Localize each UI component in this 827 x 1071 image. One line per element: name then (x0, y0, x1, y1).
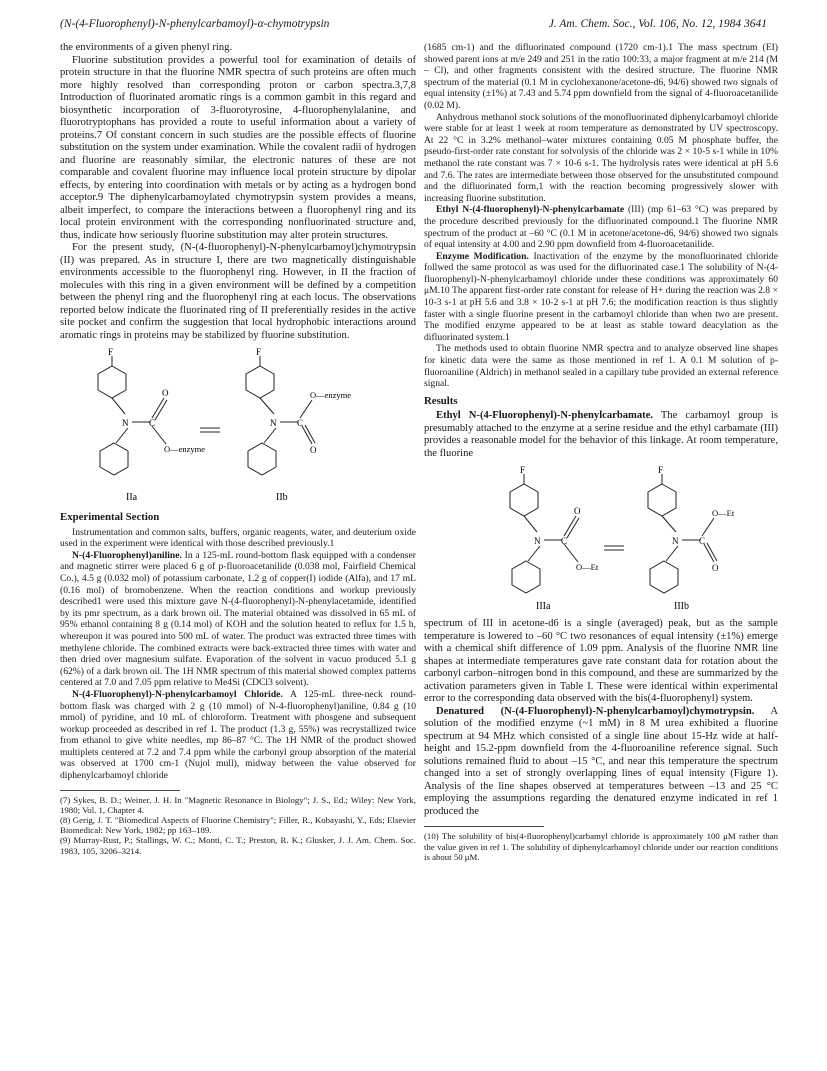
enzyme-label: O—enzyme (310, 390, 352, 400)
footnote: (9) Murray-Rust, P.; Stallings, W. C.; Monti, C. T.; Preston, R. K.; Glusker, J. J. Am. Chem. Soc. 1983, 105, 3206–3214. (60, 835, 416, 856)
oxygen-label: O (310, 445, 317, 455)
nitrogen-label: N (534, 536, 541, 547)
paragraph (60, 689, 416, 782)
structure-figure-III (424, 466, 778, 614)
paragraph: Fluorine substitution provides a powerful tool for examination of details of protein structure in that the fluorine NMR spectra of such proteins are often much more highly resolved than corresponding proton or carbon spectra.3,7,8 Introduction of fluorinated aromatic rings is a common gambit in this regard and biosynthetic incorporation of 3-fluorotyrosine, 4-fluorophenylalanine, and fluorotryptophans has provided a route to useful information about a variety of proteins.7 Of constant concern in such studies are the possible effects of fluorine substitution on the system under examination. While the covalent radii of hydrogen and fluorine are reasonably similar, the electronic natures of these are not comparable and covalent fluorine may influence local protein structure by dipolar effects, by entering into coordination with metals or by acting as a hydrogen bond acceptor.9 The diphenylcarbamoylated chymotrypsin system provides a means, albeit imperfect, to compare the interactions between a fluorophenyl ring and its local protein environment with the corresponding nonfluorinated structure and, thus, indicate how seriously fluorine substitution may alter protein structures. (60, 54, 416, 241)
paragraph (424, 204, 778, 250)
oxygen-label: O (162, 388, 169, 398)
oxygen-label: O (574, 506, 581, 517)
ethoxy-label: O—Et (712, 508, 735, 519)
oxygen-label: O (712, 563, 719, 574)
structure-label-IIIb: IIIb (674, 601, 689, 613)
fluorine-label: F (108, 348, 114, 357)
structure-label-IIa: IIa (126, 492, 138, 503)
carbon-label: C (149, 418, 156, 428)
paragraph: (1685 cm-1) and the difluorinated compound (1720 cm-1).1 The mass spectrum (EI) showed parent ions at m/e 249 and 251 in the ratio 100:33, a major fragment at m/e 214 (M – Cl), and other fragments consistent with the desired structure. The fluorine NMR spectrum of the material (0.1 M in cyclohexanone/acetone-d6, 94/6) showed two signals of equal intensity (±1%) at 7.43 and 5.74 ppm downfield from the signal of 4-fluoroacetanilide (0.02 M). (424, 42, 779, 111)
paragraph-text: Inactivation of the enzyme by the monofluorinated chloride follwed the same protocol as was used for the difluorinated case.1 The solubility of N-(4-fluorophenyl)-N-phenylcarbamoyl chloride under these conditions was approximately 60 μM.10 The apparent first-order rate constant for release of H+ during the reaction was 2.8 × 10-3 s-1 at pH 5.6 and 3.8 × 10-2 s-1 at pH 7.6; the modification reaction is thus slightly faster with a single fluorine present in the carbamoyl chloride than when two are present. The modified enzyme appeared to be at least as stable toward deacylation as the difluorinated system.1 (424, 250, 778, 343)
footnote-rule (424, 826, 544, 827)
structure-label-IIb: IIb (276, 492, 288, 503)
structure-label-IIIa: IIIa (536, 601, 551, 613)
paragraph: Anhydrous methanol stock solutions of the monofluorinated diphenylcarbamoyl chloride were stable for at least 1 week at room temperature as demonstrated by UV spectroscopy. At 22 °C in 3.2% methanol–water mixtures containing 0.05 M phosphate buffer, the pseudo-first-order rate constant for solvolysis of the chloride was 2 × 10-5 s-1 while in 10% methanol the rate constant was 7 × 10-6 s-1. The hydrolysis rates were identical at pH 5.6 and 7.6. The rates are intermediate between those observed for the unsubstituted compound and the difluorinated form,1 with the reaction becoming progressively slower with increasing fluorine substitution. (424, 111, 778, 204)
paragraph-text: In a 125-mL round-bottom flask equipped with a condenser and magnetic stirrer were placed 6 g of p-fluoroacetanilide (0.038 mol, Fairfield Chemical Co.), 4.5 g (0.032 mol) of potassium carbonate, 1.2 g of copper(I) iodide (Alfa), and 17 mL (0.16 mol) of bromobenzene. When the reaction conditions and workup previously described1 were used this mixture gave N-(4-fluorophenyl)-N-phenylacetamide, identified by its pmr spectrum, as a dark brown oil. The material obtained was dissolved in 65 mL of 95% ethanol containing 8 g (0.14 mol) of KOH and the solution heated to reflux for 1.5 h, whereupon it was poured into 500 mL of water. The product was extracted three times with methylene chloride. The combined extracts were back-extracted three times with water and then dried over magnesium sulfate. Evaporation of the solvent in vacuo produced 5.1 g (62%) of a dark brown oil. The 1H NMR spectrum of this material showed complex patterns centered at 7.0 and 7.05 ppm relative to Me4Si (CDCl3 solvent). (60, 549, 416, 689)
paragraph-text: A solution of the modified enzyme (~1 mM) in 8 M urea exhibited a fluorine spectrum at 94 MHz which consisted of a single line about 15-Hz wide at half-height and 15.2-ppm downfield from the 4-fluoroaniline reference signal. Such solutions remained fluid to about –15 °C, and near this temperature the spectrum changed into a set of strongly overlapping lines of equal intensity (Figure 1). Analysis of the line shapes observed at temperatures between –13 and 25 °C employing the assumptions regarding the denatured enzyme indicated in ref 1 produced the (424, 705, 778, 817)
left-column (60, 42, 416, 856)
fluorine-label: F (658, 466, 664, 476)
nitrogen-label: N (270, 418, 277, 428)
enzyme-label: O—enzyme (164, 444, 206, 454)
subheading: Denatured (N-(4-Fluorophenyl)-N-phenylcarbamoyl)chymotrypsin. (436, 705, 755, 717)
section-heading: Experimental Section (60, 511, 160, 523)
footnote: (8) Gerig, J. T. "Biomedical Aspects of Fluorine Chemistry"; Filler, R., Kobayashi, Y., Eds; Elsevier Biomedical: New York, 1982; pp 163–189. (60, 815, 416, 836)
nitrogen-label: N (122, 418, 129, 428)
carbon-label: C (297, 418, 304, 428)
paragraph: the environments of a given phenyl ring. (60, 42, 233, 53)
paragraph (424, 410, 778, 460)
subheading: N-(4-Fluorophenyl)-N-phenylcarbamoyl Chloride. (72, 688, 283, 700)
carbon-label: C (699, 536, 706, 547)
ethoxy-label: O—Et (576, 562, 599, 573)
footnote: (10) The solubility of bis(4-fluorophenyl)carbamyl chloride is approximately 100 μM rather than the value given in ref 1. The solubility of diphenylcarbamoyl chloride under our reaction conditions is about 50 μM. (424, 831, 778, 862)
carbon-label: C (561, 536, 568, 547)
footnote-rule (60, 790, 180, 791)
subheading: Enzyme Modification. (436, 250, 529, 262)
subheading: Ethyl N-(4-Fluorophenyl)-N-phenylcarbamate. (436, 410, 654, 422)
paragraph (60, 550, 416, 689)
paragraph-text: A 125-mL three-neck round-bottom flask was charged with 2 g (10 mmol) of N-4-fluorophenyl)aniline, 0.84 g (10 mmol) of pyridine, and 10 mL of chloroform. Treatment with phosgene and subsequent workup proceeded as described in ref 1. The product (1.3 g, 55%) was recrystallized twice from ethanol to give white needles, mp 86–87 °C. The 1H NMR of the product showed multiplets centered at 7.2 and 7.4 ppm while the carbonyl group absorption of the material was observed at 1700 cm-1 (Nujol mull), midway between the value observed for diphenylcarbamoyl chloride (60, 688, 416, 782)
fluorine-label: F (520, 466, 526, 476)
paragraph (424, 706, 778, 819)
header-title: (N-(4-Fluorophenyl)-N-phenylcarbamoyl)-α-chymotrypsin (60, 18, 330, 30)
paragraph: For the present study, (N-(4-fluorophenyl)-N-phenylcarbamoyl)chymotrypsin (II) was prepared. As in structure I, there are two magnetically distinguishable environments accessible to the fluorophenyl ring. However, in II the fraction of molecules with this ring in a given environment will be defined by a competition between the phenyl ring and the fluorophenyl ring at each locus. The observations reported below indicate the fluorinated ring of II preferentially resides in the active site pocket and confirm the suggestion that local hydrophobic interactions around aromatic rings in proteins may be stabilized by fluorine substitution. (60, 242, 416, 341)
right-column (424, 42, 778, 862)
footnote: (7) Sykes, B. D.; Weiner, J. H. In "Magnetic Resonance in Biology"; J. S., Ed.; Wiley: New York, 1980; Vol. 1, Chapter 4. (60, 794, 416, 815)
paragraph-text: The carbamoyl group is presumably attached to the enzyme at a serine residue and the ethyl carbamate (III) provides a reasonable model for the behavior of this linkage. At room temperature, the fluorine (424, 410, 778, 459)
paragraph: The methods used to obtain fluorine NMR spectra and to analyze observed line shapes for kinetic data were the same as those mentioned in ref 1. A 0.1 M solution of p-fluoroaniline (Aldrich) in methanol sealed in a capillary tube provided an external reference signal. (424, 343, 778, 390)
subheading: N-(4-Fluorophenyl)aniline. (72, 549, 182, 561)
running-header (60, 18, 767, 36)
paragraph-text: (III) (mp 61–63 °C) was prepared by the procedure described previously for the difluorinated compound.1 The fluorine NMR spectrum of the product at –60 °C (0.1 M in acetone/acetone-d6, 94/6) showed two signals of equal intensity at 4.00 and 2.90 ppm downfield from 4-fluoroacetanilide. (424, 204, 778, 251)
nitrogen-label: N (672, 536, 679, 547)
subheading: Ethyl N-(4-fluorophenyl)-N-phenylcarbamate (436, 204, 625, 216)
header-citation: J. Am. Chem. Soc., Vol. 106, No. 12, 1984 3641 (548, 18, 767, 30)
section-heading: Results (424, 394, 458, 407)
fluorine-label: F (256, 348, 262, 357)
structure-figure-II (60, 348, 416, 506)
paragraph (424, 251, 778, 344)
paragraph: spectrum of III in acetone-d6 is a single (averaged) peak, but as the sample temperature is lowered to –60 °C two resonances of equal intensity (±1%) emerge with a chemical shift difference of 1.09 ppm. Analysis of the fluorine NMR line shapes at intermediate temperatures gave rate constant data for rotation about the carbonyl carbon–nitrogen bond in this compound, and these are summarized by the activation parameters given in Table I. These were identical within experimental error to the corresponding data observed with the bis(4-fluorophenyl) system. (424, 618, 778, 705)
paragraph: Instrumentation and common salts, buffers, organic reagents, water, and deuterium oxide used in the experiment were identical with those described previously.1 (60, 526, 416, 550)
